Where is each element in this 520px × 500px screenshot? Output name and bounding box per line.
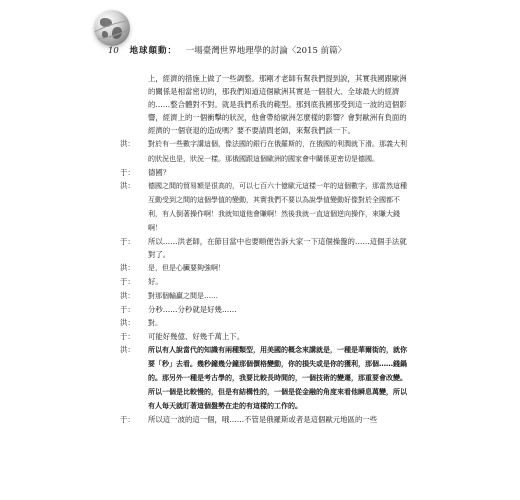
speaker-label: 洪： [120, 180, 135, 190]
speaker-label: 于： [120, 304, 135, 314]
dialogue-text: 所以……洪老師，在節目當中也要順便告訴大家一下這個操盤的……這個手法就對了。 [148, 237, 407, 260]
dialogue-paragraph [120, 303, 410, 316]
dialogue-text: 所以這一波的這一個，哦……不管是俄羅斯或者是這個歐元地區的一些 [148, 415, 378, 425]
dialogue-paragraph [120, 166, 410, 179]
page-number: 10 [108, 46, 119, 56]
speaker-label: 洪： [120, 139, 135, 149]
dialogue-paragraph [120, 330, 410, 343]
speaker-label: 于： [120, 237, 135, 247]
dialogue-text: 德國？ [148, 167, 171, 177]
book-subtitle: 一場臺灣世界地理學的討論〈2015 前篇〉 [185, 46, 347, 56]
dialogue-paragraph [120, 289, 410, 303]
dialogue-paragraph [120, 137, 410, 165]
dialogue-text: 德國之間的貿易額是很高的，可以七百六十億歐元這樣一年的這個數字，那當然這種互動受到之間的這個學值的變動，其實我們不要以為說學值變動好像對於全國都不利，有人倒著操作啊！我就知道他會賺啊！然後我就一直這個逆向操作，來賺大錢啊！ [148, 181, 407, 233]
dialogue-text: 好。 [148, 277, 163, 287]
speaker-label: 洪： [120, 344, 135, 354]
globe-logo-icon [94, 10, 130, 46]
dialogue-text: 所以有人說當代的知識有兩種類型，用美國的概念來講就是，一種是華爾街的，就你要「秒」去看。幾秒鐘幾分鐘那個價格變動，你的損失或是你的獲利，那個……錢鍋的。那另外一種是考古學的，我要比較長時間的，一個技術的變遷，那重要會改變。所以一個是比較慢的，但是有結構性的，一個是從金融的角度來看他瞬息萬變，所以有人每天就盯著這個盤勢在走的有這樣的工作的。 [148, 345, 407, 411]
dialogue-paragraph [120, 275, 410, 288]
speaker-label: 于： [120, 277, 135, 287]
dialogue-text: 可能好幾億、好幾千萬上下。 [148, 331, 245, 341]
dialogue-body [120, 72, 410, 426]
page-header [108, 44, 428, 58]
dialogue-text: 對於有一些數字講這個，像法國的銀行在俄羅斯的，在俄國的利潤就下滑。那義大利的狀況也是，狀況一樣。那俄國跟這個歐洲的國家會中關係更密切是德國。 [148, 140, 407, 163]
speaker-label: 洪： [120, 290, 135, 300]
dialogue-text: 對那個輸贏之間是…… [148, 291, 218, 300]
speaker-label: 于： [120, 415, 135, 425]
dialogue-paragraph [120, 316, 410, 330]
dialogue-paragraph [120, 72, 410, 137]
dialogue-text: 是，但是心臟要夠強啊！ [148, 264, 225, 273]
dialogue-text: 上，經濟的措施上做了一些調整。那剛才老師有幫我們提到說，其實我國跟歐洲的關係是相當密切的，那我們知道這個歐洲其實是一個很大、全球最大的經濟的……整合體對不對。就是我們系我的範型。那到底我國那受到這一波的這個影響，經濟上的一個衝擊的狀況，他會帶給歐洲怎麼樣的影響？會對歐洲有負面的經濟的一個衰退的造成嗎？要不要請問老師，來幫我們談一下。 [148, 74, 407, 136]
speaker-label: 于： [120, 331, 135, 341]
dialogue-text: 分秒……分秒就是好幾…… [148, 304, 237, 314]
dialogue-paragraph [120, 413, 410, 426]
dialogue-text: 對。 [148, 318, 162, 327]
speaker-label: 洪： [120, 263, 135, 273]
speaker-label: 于： [120, 167, 135, 177]
dialogue-paragraph [120, 235, 410, 261]
book-title: 地球顛動： [129, 46, 178, 56]
dialogue-paragraph [120, 179, 410, 235]
speaker-label: 洪： [120, 317, 135, 327]
dialogue-paragraph [120, 343, 410, 413]
dialogue-paragraph [120, 261, 410, 275]
